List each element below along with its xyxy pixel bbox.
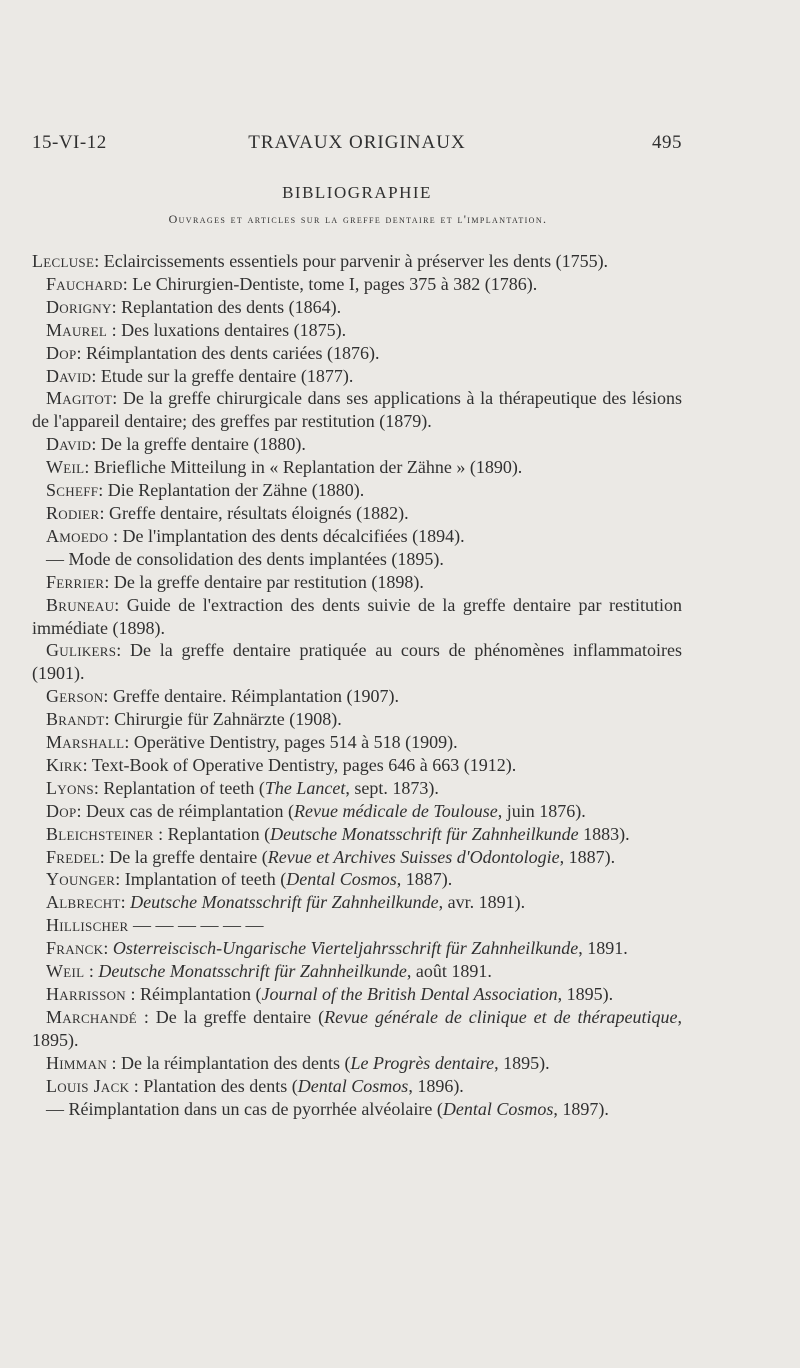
entry-text-before: Replantation of teeth ( [103,777,265,798]
entry-separator: : [112,388,123,409]
entry-text-before: Réimplantation ( [140,984,262,1004]
entry-separator: : [94,251,104,271]
entry-text: Die Replantation der Zähne (1880). [107,480,365,501]
entry-text: Chirurgie für Zahnärzte (1908). [114,709,342,730]
entry-author: Dop [46,800,77,821]
entry-text-before: Deux cas de réimplantation ( [86,800,294,821]
entry-journal-title: The Lancet [264,777,346,798]
bibliography-entry [32,1098,682,1121]
entry-journal-title: Deutsche Monatsschrift für Zahnheilkunde [98,961,407,982]
entry-separator: : [84,457,94,478]
entry-separator: : [124,732,134,753]
entry-author: Albrecht [46,892,121,913]
entry-journal-title: Dental Cosmos [286,869,397,890]
bibliography-entry [32,456,682,479]
entry-text-before: Replantation ( [167,823,271,844]
entry-text-after: , 1895). [32,1006,682,1050]
bibliography-entry [32,1052,682,1075]
entry-separator: : [115,869,125,890]
entry-separator: — [46,548,69,569]
running-header [32,132,682,156]
entry-journal-title: Dental Cosmos [442,1098,554,1119]
entry-journal-title: Osterreiscisch-Ungarische Vierteljahrsschrift für Zahnheilkunde [112,938,579,959]
entry-separator: : [91,434,101,455]
entry-journal-title: Dental Cosmos [297,1075,409,1096]
bibliography-entry [32,365,682,388]
entry-journal-title: Revue médicale de Toulouse [293,800,498,821]
bibliography-entry [32,846,682,869]
entry-separator: : [114,594,127,615]
entry-author: Lyons [46,777,94,798]
entry-text: — — — — — — [132,915,264,936]
entry-text: Eclaircissements essentiels pour parvenir à préserver les dents (1755). [103,251,609,271]
entry-journal-title: Revue générale de clinique et de thérapeutique [324,1006,678,1027]
bibliography-entry [32,639,682,685]
entry-author: Franck [46,938,104,959]
entry-text-after: , août 1891. [406,961,492,982]
entry-author: Harrisson [46,984,126,1004]
entry-author: Weil [46,961,85,982]
entry-text: Briefliche Mitteilung in « Replantation der Zähne » (1890). [93,457,523,478]
entry-author: Himman [46,1052,108,1073]
entry-text-before: De la réimplantation des dents ( [121,1052,351,1073]
entry-author: Gerson [46,686,104,707]
entry-text: Guide de l'extraction des dents suivie de la greffe dentaire par restitution immédiate (1898). [32,594,682,638]
entry-separator: : [103,938,113,959]
bibliography-entry [32,571,682,594]
entry-separator: : [122,273,133,294]
entry-author: Brandt [46,709,105,730]
entry-author: Kirk [46,754,83,775]
entry-author: Dorigny [46,296,112,317]
entry-text-before: Réimplantation dans un cas de pyorrhée alvéolaire ( [68,1098,443,1119]
entry-separator: : [76,800,87,821]
bibliography-subtitle: Ouvrages et articles sur la greffe dentaire et l'implantation. [168,212,548,226]
bibliography-entry [32,525,682,548]
entry-text: De la greffe dentaire (1880). [100,434,306,455]
entry-separator: : [82,754,92,775]
entry-text: De l'implantation des dents décalcifiées (1894). [122,525,465,546]
bibliography-entry [32,594,682,640]
entry-text-before: De la greffe dentaire ( [155,1006,325,1027]
bibliography-entry [32,1075,682,1098]
entry-text-before: Plantation des dents ( [143,1075,298,1096]
entry-author: Dop [46,342,77,363]
bibliography-entry [32,823,682,846]
entry-text: Greffe dentaire, résultats éloignés (1882). [109,502,409,523]
entry-text: De la greffe dentaire pratiquée au cours de phénomènes inflammatoires (1901). [32,640,682,684]
entry-text-after: , sept. 1873). [345,777,439,798]
entry-text: De la greffe dentaire par restitution (1898). [113,571,424,592]
entry-separator: : [153,823,168,844]
header-section: TRAVAUX ORIGINAUX [248,132,466,153]
entry-text-after: , avr. 1891). [438,892,526,913]
header-date: 15-VI-12 [32,132,107,153]
entry-author: David [46,365,92,386]
bibliography-entry [32,387,682,433]
entry-author: Ferrier [46,571,105,592]
entry-author: Marshall [46,732,125,753]
entry-author: Scheff [46,480,99,501]
entry-text: Réimplantation des dents cariées (1876). [86,342,380,363]
entry-separator: : [104,709,115,730]
entry-text: De la greffe chirurgicale dans ses applications à la thérapeutique des lésions de l'appareil dentaire; des greffes par restitution (1879). [32,388,682,432]
entry-author: Louis Jack [46,1075,130,1096]
entry-text: Etude sur la greffe dentaire (1877). [100,365,354,386]
entry-separator: : [99,846,110,867]
bibliography-entry [32,777,682,800]
bibliography-entry [32,502,682,525]
entry-separator: : [126,984,141,1004]
bibliography-title: BIBLIOGRAPHIE [282,183,432,202]
entry-text: Text-Book of Operative Dentistry, pages 646 à 663 (1912). [91,754,517,775]
entry-text-after: , 1891. [578,938,628,959]
entry-author: Marchandé [46,1006,137,1027]
bibliography-entry [32,914,682,937]
entry-separator: : [107,1052,122,1073]
entry-text-after: , 1897). [553,1098,609,1119]
bibliography-entry [32,1006,682,1052]
entry-author: Bruneau [46,594,115,615]
entry-author: Gulikers [46,640,117,661]
bibliography-entry [32,891,682,914]
entry-author: Magitot [46,388,113,409]
entry-separator: : [103,686,113,707]
entry-separator: — [46,1098,69,1119]
bibliography-entry [32,273,682,296]
bibliography-list [32,250,682,1120]
entry-separator: : [76,342,87,363]
entry-separator: : [84,961,99,982]
entry-text-after: 1883). [578,823,630,844]
bibliography-entry [32,342,682,365]
bibliography-entry [32,479,682,502]
entry-text-after: , juin 1876). [497,800,586,821]
bibliography-entry [32,754,682,777]
bibliography-entry [32,250,682,273]
entry-journal-title: Deutsche Monatsschrift für Zahnheilkunde [130,892,439,913]
entry-separator: : [99,502,110,523]
entry-journal-title: Deutsche Monatsschrift für Zahnheilkunde [270,823,579,844]
entry-separator: : [98,480,108,501]
entry-separator: : [111,296,122,317]
entry-text-after: , 1887). [559,846,616,867]
page-number: 495 [652,132,682,153]
bibliography-entry [32,319,682,342]
entry-separator: : [120,892,131,913]
bibliography-entry [32,731,682,754]
entry-text: Mode de consolidation des dents implantées (1895). [68,548,444,569]
entry-author: Maurel [46,319,108,340]
entry-separator: : [108,525,123,546]
entry-author: Fredel [46,846,100,867]
entry-author: Hillischer [46,915,129,936]
entry-text: Replantation des dents (1864). [121,296,342,317]
entry-text-after: , 1887). [396,869,453,890]
entry-text-after: , 1896). [408,1075,464,1096]
bibliography-entry [32,685,682,708]
entry-text: Le Chirurgien-Dentiste, tome I, pages 375 à 382 (1786). [132,273,538,294]
entry-author: Amoedo [46,525,109,546]
entry-separator: : [104,571,114,592]
entry-separator: : [107,319,122,340]
entry-journal-title: Le Progrès dentaire [350,1052,495,1073]
bibliography-entry [32,708,682,731]
entry-author: Bleichsteiner [46,823,154,844]
bibliography-entry [32,868,682,891]
bibliography-entry [32,433,682,456]
bibliography-entry [32,937,682,960]
entry-author: Fauchard [46,273,123,294]
entry-author: Weil [46,457,85,478]
entry-text: Des luxations dentaires (1875). [121,319,347,340]
entry-journal-title: Revue et Archives Suisses d'Odontologie [267,846,560,867]
entry-author: Rodier [46,502,100,523]
entry-text-after: , 1895). [557,984,614,1004]
entry-author: David [46,434,92,455]
entry-author: Younger [46,869,116,890]
bibliography-entry [32,296,682,319]
entry-separator: : [136,1006,156,1027]
entry-separator: : [93,777,104,798]
entry-text-before: De la greffe dentaire ( [109,846,268,867]
bibliography-entry [32,800,682,823]
bibliography-entry [32,983,682,1006]
entry-text-after: , 1895). [494,1052,550,1073]
entry-separator: : [116,640,131,661]
entry-author: Lecluse [32,251,95,271]
entry-journal-title: Journal of the British Dental Association [261,984,558,1004]
bibliography-entry [32,548,682,571]
entry-text-before: Implantation of teeth ( [124,869,287,890]
entry-separator: : [91,365,101,386]
entry-separator: : [129,1075,144,1096]
entry-text: Operätive Dentistry, pages 514 à 518 (1909). [133,732,458,753]
entry-text: Greffe dentaire. Réimplantation (1907). [112,686,400,707]
bibliography-entry [32,960,682,983]
